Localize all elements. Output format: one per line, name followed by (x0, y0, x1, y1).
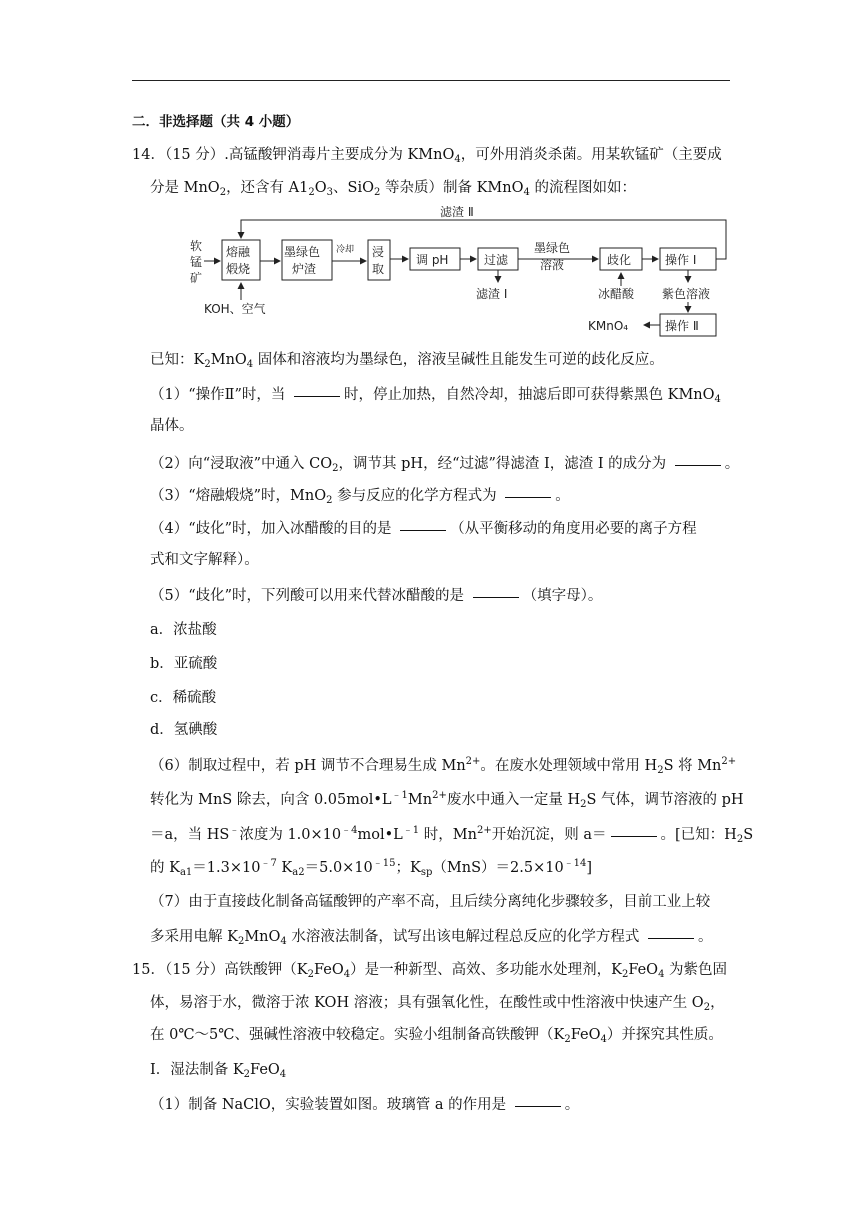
roast-label-1: 熔融 (226, 245, 251, 259)
header-rule (132, 80, 730, 81)
leach-label-1: 浸 (372, 245, 385, 259)
acetic-label: 冰醋酸 (598, 287, 635, 301)
section-title: 二．非选择题（共 4 小题） (132, 114, 300, 130)
op2-label: 操作 Ⅱ (665, 319, 699, 333)
answer-blank[interactable] (400, 518, 446, 531)
answer-blank[interactable] (611, 824, 657, 837)
filter-label: 过滤 (484, 253, 509, 267)
ore-label-3: 矿 (190, 271, 203, 285)
process-flow-diagram (150, 206, 750, 342)
q15-line2: 体，易溶于水，微溶于浓 KOH 溶液；具有强氧化性，在酸性或中性溶液中快速产生 $O_2$， (150, 995, 725, 1013)
green-sol-label-1: 墨绿色 (534, 241, 571, 255)
q14-part1: （1）“操作Ⅱ”时，当 时，停止加热，自然冷却，抽滤后即可获得紫黑色 KMnO$_4$ (150, 384, 721, 405)
option-a: a．浓盐酸 (150, 622, 217, 638)
q14-part5: （5）“歧化”时，下列酸可以用来代替冰醋酸的是 （填字母）。 (150, 585, 602, 606)
answer-blank[interactable] (473, 585, 519, 598)
answer-blank[interactable] (675, 453, 721, 466)
q14-line2: 分是 MnO$_2$，还含有 $A1_2O_3$、SiO$_2$ 等杂质）制备 KMnO$_4$ 的流程图如如： (150, 180, 636, 198)
leach-label-2: 取 (372, 262, 385, 276)
koh-air-label: KOH、空气 (204, 302, 266, 316)
ore-label-2: 锰 (190, 255, 203, 269)
q14-part6-line3: ＝a，当 HS﹣浓度为 $1.0\times 10^{﹣4}mol•L^{﹣1}$ 时，$Mn^{2+}$开始沉淀，则 a＝ 。[已知：$H_2S$ (150, 825, 754, 845)
q15-section-heading: Ⅰ．湿法制备 $K_2FeO_4$ (150, 1062, 287, 1080)
option-b: b．亚硫酸 (150, 656, 218, 672)
green-sol-label-2: 溶液 (540, 258, 565, 272)
option-d: d．氢碘酸 (150, 722, 218, 738)
q14-part2: （2）向“浸取液”中通入 $CO_2$，调节其 pH，经“过滤”得滤渣 I，滤渣 I 的成分为 。 (150, 453, 739, 474)
slag-label-2: 炉渣 (292, 262, 317, 276)
q15-line3: 在 0℃～5℃、强碱性溶液中较稳定。实验小组制备高铁酸钾$(K_2FeO_4)$并探究其性质。 (150, 1027, 723, 1045)
roast-label-2: 煅烧 (226, 262, 251, 276)
q15-line1: 15．（15 分）高铁酸钾$(K_2FeO_4)$是一种新型、高效、多功能水处理剂，$K_2FeO_4$ 为紫色固 (132, 962, 728, 980)
residue2-label: 滤渣 Ⅱ (440, 206, 474, 219)
q14-line1: 14．（15 分）.高锰酸钾消毒片主要成分为 KMnO$_4$，可外用消炎杀菌。用某软锰矿（主要成 (132, 147, 722, 165)
residue1-label: 滤渣 Ⅰ (476, 287, 508, 301)
q14-part3: （3）“熔融煅烧”时，MnO$_2$ 参与反应的化学方程式为 。 (150, 485, 570, 506)
disp-label: 歧化 (607, 253, 632, 267)
q14-part1-cont: 晶体。 (150, 418, 194, 434)
ph-label: 调 pH (416, 253, 449, 267)
q15-part1: （1）制备 NaClO，实验装置如图。玻璃管 a 的作用是 。 (150, 1094, 579, 1115)
answer-blank[interactable] (505, 485, 551, 498)
q14-part7-cont: 多采用电解 $K_2MnO_4$ 水溶液法制备，试写出该电解过程总反应的化学方程式 。 (150, 926, 713, 947)
answer-blank[interactable] (648, 926, 694, 939)
slag-label-1: 墨绿色 (284, 245, 321, 259)
q14-part4: （4）“歧化”时，加入冰醋酸的目的是 （从平衡移动的角度用必要的离子方程 (150, 518, 697, 539)
purple-label: 紫色溶液 (662, 287, 711, 301)
ore-label-1: 软 (190, 239, 203, 253)
answer-blank[interactable] (294, 384, 340, 397)
q14-part6-line4: 的 $K_{a1}=1.3\times 10^{﹣7}$ $K_{a2}=5.0\times 10^{﹣15}$；$K_{sp}(MnS)=2.5\times 10^{﹣14}$] (150, 858, 593, 878)
op1-label: 操作 Ⅰ (665, 253, 697, 267)
q14-known: 已知：$K_2MnO_4$ 固体和溶液均为墨绿色，溶液呈碱性且能发生可逆的歧化反应。 (150, 352, 664, 370)
q14-part6: （6）制取过程中，若 pH 调节不合理易生成 $Mn^{2+}$。在废水处理领域中常用 $H_2S$ 将 $Mn^{2+}$ (150, 756, 737, 776)
cool-label: 冷却 (336, 245, 355, 255)
option-c: c．稀硫酸 (150, 690, 217, 706)
answer-blank[interactable] (515, 1094, 561, 1107)
kmno4-label: KMnO₄ (588, 319, 629, 333)
q14-part6-line2: 转化为 MnS 除去，向含 $0.05mol•L^{﹣1}Mn^{2+}$废水中通入一定量 $H_2S$ 气体，调节溶液的 pH (150, 790, 744, 810)
q14-part4-cont: 式和文字解释）。 (150, 552, 259, 568)
q14-part7: （7）由于直接歧化制备高锰酸钾的产率不高，且后续分离纯化步骤较多，目前工业上较 (150, 894, 711, 910)
